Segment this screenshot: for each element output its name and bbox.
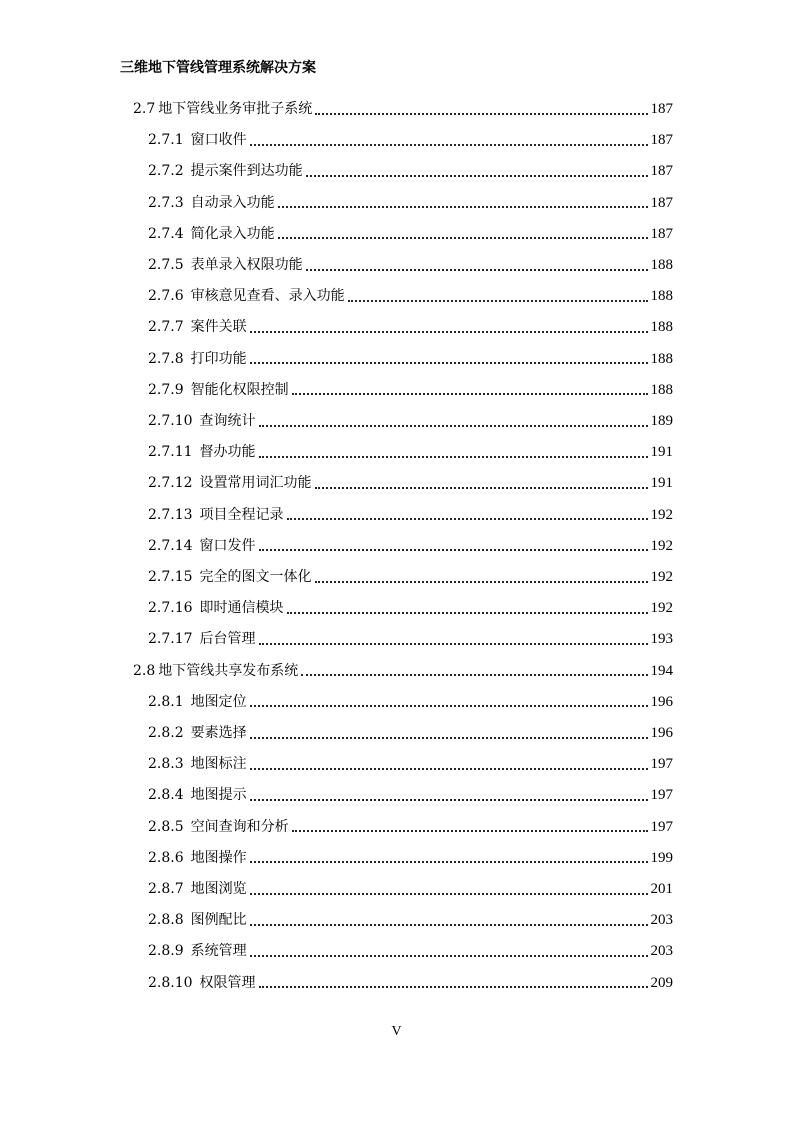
toc-entry-title: 项目全程记录 xyxy=(199,506,284,523)
toc-entry-number: 2.7.13 xyxy=(148,506,193,523)
toc-entry-title: 简化录入功能 xyxy=(190,225,275,242)
toc-dot-leader xyxy=(250,736,648,739)
toc-entry-page: 191 xyxy=(650,444,673,461)
toc-dot-leader xyxy=(250,892,648,895)
toc-dot-leader xyxy=(250,361,648,364)
toc-dot-leader xyxy=(259,424,648,427)
toc-entry[interactable] xyxy=(148,504,673,526)
page-header-title: 三维地下管线管理系统解决方案 xyxy=(120,60,316,76)
toc-dot-leader xyxy=(250,860,648,863)
toc-entry-title: 窗口发件 xyxy=(199,537,256,554)
toc-dot-leader xyxy=(250,704,648,707)
toc-entry-number: 2.8.1 xyxy=(148,693,184,710)
toc-entry-number: 2.7.15 xyxy=(148,569,193,585)
toc-entry-title: 打印功能 xyxy=(190,350,247,367)
toc-entry-page: 203 xyxy=(650,943,673,960)
page-number: V xyxy=(391,1024,402,1039)
toc-dot-leader xyxy=(287,517,648,520)
toc-entry-title: 设置常用词汇功能 xyxy=(199,475,312,492)
toc-entry-page: 197 xyxy=(650,818,673,835)
toc-entry-number: 2.8.9 xyxy=(148,943,184,960)
toc-dot-leader xyxy=(259,642,648,645)
toc-dot-leader xyxy=(250,954,648,957)
toc-dot-leader xyxy=(278,236,648,239)
toc-entry-title: 督办功能 xyxy=(199,444,256,461)
toc-dot-leader xyxy=(306,268,648,271)
toc-entry-title: 地下管线共享发布系统 xyxy=(158,662,299,679)
toc-entry-page: 188 xyxy=(650,288,673,305)
toc-entry-title: 地图标注 xyxy=(190,756,247,773)
toc-entry-page: 192 xyxy=(650,537,673,554)
toc-entry[interactable] xyxy=(148,316,673,338)
toc-entry[interactable] xyxy=(148,129,673,151)
toc-dot-leader xyxy=(315,580,648,583)
toc-entry-page: 196 xyxy=(650,725,673,741)
toc-entry-page: 188 xyxy=(650,381,673,398)
toc-entry[interactable] xyxy=(148,878,673,900)
toc-entry-page: 188 xyxy=(650,350,673,367)
toc-entry-title: 地图操作 xyxy=(190,849,247,866)
toc-entry-number: 2.8.5 xyxy=(148,818,184,835)
toc-entry-number: 2.8.8 xyxy=(148,912,184,929)
toc-entry-page: 192 xyxy=(650,569,673,585)
toc-entry-title: 完全的图文一体化 xyxy=(199,569,312,585)
toc-entry-number: 2.7.3 xyxy=(148,194,184,211)
toc-entry-page: 201 xyxy=(650,881,673,897)
toc-entry-page: 192 xyxy=(650,506,673,523)
toc-entry[interactable] xyxy=(148,753,673,775)
toc-entry-title: 审核意见查看、录入功能 xyxy=(190,288,345,305)
toc-entry[interactable] xyxy=(148,285,673,307)
toc-entry-title: 自动录入功能 xyxy=(190,194,275,211)
toc-entry[interactable] xyxy=(148,410,673,432)
toc-dot-leader xyxy=(250,798,648,801)
toc-entry-page: 191 xyxy=(650,475,673,492)
toc-entry-number: 2.8.3 xyxy=(148,756,184,773)
toc-entry-title: 地下管线业务审批子系统 xyxy=(158,101,313,117)
toc-entry[interactable] xyxy=(148,691,673,713)
toc-dot-leader xyxy=(250,330,648,333)
toc-entry-title: 查询统计 xyxy=(199,413,256,429)
toc-entry[interactable] xyxy=(148,192,673,214)
toc-entry[interactable] xyxy=(148,535,673,557)
toc-entry[interactable] xyxy=(148,784,673,806)
toc-entry[interactable] xyxy=(133,660,673,682)
toc-entry-number: 2.7 xyxy=(133,101,156,117)
toc-entry-title: 空间查询和分析 xyxy=(190,818,289,835)
toc-entry-page: 187 xyxy=(650,194,673,211)
toc-entry-number: 2.7.9 xyxy=(148,381,184,398)
toc-dot-leader xyxy=(292,829,648,832)
toc-entry-title: 即时通信模块 xyxy=(199,600,284,617)
toc-entry-page: 187 xyxy=(650,132,673,149)
toc-entry[interactable] xyxy=(148,441,673,463)
toc-dot-leader xyxy=(287,611,648,614)
toc-entry-page: 209 xyxy=(650,974,673,991)
toc-entry[interactable] xyxy=(148,160,673,182)
toc-entry[interactable] xyxy=(148,722,673,744)
toc-dot-leader xyxy=(306,174,648,177)
toc-dot-leader xyxy=(301,673,647,676)
toc-entry[interactable] xyxy=(148,348,673,370)
toc-entry[interactable] xyxy=(148,847,673,869)
toc-entry-page: 187 xyxy=(650,101,673,117)
toc-entry-number: 2.7.5 xyxy=(148,257,184,273)
toc-entry-page: 192 xyxy=(650,600,673,617)
toc-entry-page: 187 xyxy=(650,225,673,242)
toc-entry-page: 199 xyxy=(650,849,673,866)
toc-entry[interactable] xyxy=(133,98,673,120)
toc-dot-leader xyxy=(259,985,648,988)
toc-dot-leader xyxy=(278,205,648,208)
toc-entry[interactable] xyxy=(148,972,673,994)
toc-entry-page: 188 xyxy=(650,319,673,336)
toc-entry-title: 要素选择 xyxy=(190,725,247,741)
toc-entry-number: 2.7.17 xyxy=(148,631,193,648)
toc-entry-title: 后台管理 xyxy=(199,631,256,648)
toc-entry[interactable] xyxy=(148,254,673,276)
toc-entry-page: 193 xyxy=(650,631,673,648)
toc-dot-leader xyxy=(259,455,648,458)
toc-entry[interactable] xyxy=(148,909,673,931)
toc-entry-number: 2.7.7 xyxy=(148,319,184,336)
toc-entry-title: 窗口收件 xyxy=(190,132,247,149)
toc-dot-leader xyxy=(259,548,648,551)
toc-entry-number: 2.7.6 xyxy=(148,288,184,305)
toc-dot-leader xyxy=(315,112,647,115)
toc-dot-leader xyxy=(250,143,648,146)
toc-entry-title: 提示案件到达功能 xyxy=(190,163,303,180)
toc-entry-number: 2.7.8 xyxy=(148,350,184,367)
toc-entry-number: 2.7.16 xyxy=(148,600,193,617)
toc-entry-number: 2.7.12 xyxy=(148,475,193,492)
toc-entry-page: 203 xyxy=(650,912,673,929)
toc-entry-title: 智能化权限控制 xyxy=(190,381,289,398)
toc-entry-number: 2.7.2 xyxy=(148,163,184,180)
toc-entry-page: 188 xyxy=(650,257,673,273)
toc-entry-number: 2.7.1 xyxy=(148,132,184,149)
toc-entry-title: 地图定位 xyxy=(190,693,247,710)
toc-entry-number: 2.8.10 xyxy=(148,974,193,991)
toc-entry[interactable] xyxy=(148,379,673,401)
toc-entry-number: 2.7.4 xyxy=(148,225,184,242)
toc-entry-title: 表单录入权限功能 xyxy=(190,257,303,273)
toc-entry[interactable] xyxy=(148,223,673,245)
toc-entry[interactable] xyxy=(148,566,673,588)
toc-entry[interactable] xyxy=(148,816,673,838)
toc-entry-page: 196 xyxy=(650,693,673,710)
toc-dot-leader xyxy=(250,767,648,770)
toc-entry-title: 图例配比 xyxy=(190,912,247,929)
toc-dot-leader xyxy=(315,486,648,489)
toc-entry-number: 2.7.10 xyxy=(148,413,193,429)
toc-entry-title: 地图浏览 xyxy=(190,881,247,897)
toc-entry-title: 权限管理 xyxy=(199,974,256,991)
toc-entry-number: 2.7.14 xyxy=(148,537,193,554)
toc-entry-page: 189 xyxy=(650,413,673,429)
toc-entry-page: 197 xyxy=(650,756,673,773)
toc-dot-leader xyxy=(292,392,648,395)
toc-entry-page: 187 xyxy=(650,163,673,180)
toc-dot-leader xyxy=(348,299,648,302)
toc-entry-number: 2.8.7 xyxy=(148,881,184,897)
toc-entry-number: 2.8.2 xyxy=(148,725,184,741)
toc-entry[interactable] xyxy=(148,472,673,494)
toc-entry-page: 194 xyxy=(650,662,673,679)
toc-dot-leader xyxy=(250,923,648,926)
toc-entry-number: 2.8.6 xyxy=(148,849,184,866)
toc-entry-number: 2.8.4 xyxy=(148,787,184,804)
toc-entry-title: 系统管理 xyxy=(190,943,247,960)
toc-entry[interactable] xyxy=(148,597,673,619)
toc-entry-number: 2.8 xyxy=(133,662,156,679)
toc-entry[interactable] xyxy=(148,940,673,962)
toc-entry[interactable] xyxy=(148,628,673,650)
toc-entry-page: 197 xyxy=(650,787,673,804)
toc-entry-title: 地图提示 xyxy=(190,787,247,804)
toc-entry-number: 2.7.11 xyxy=(148,444,193,461)
toc-entry-title: 案件关联 xyxy=(190,319,247,336)
